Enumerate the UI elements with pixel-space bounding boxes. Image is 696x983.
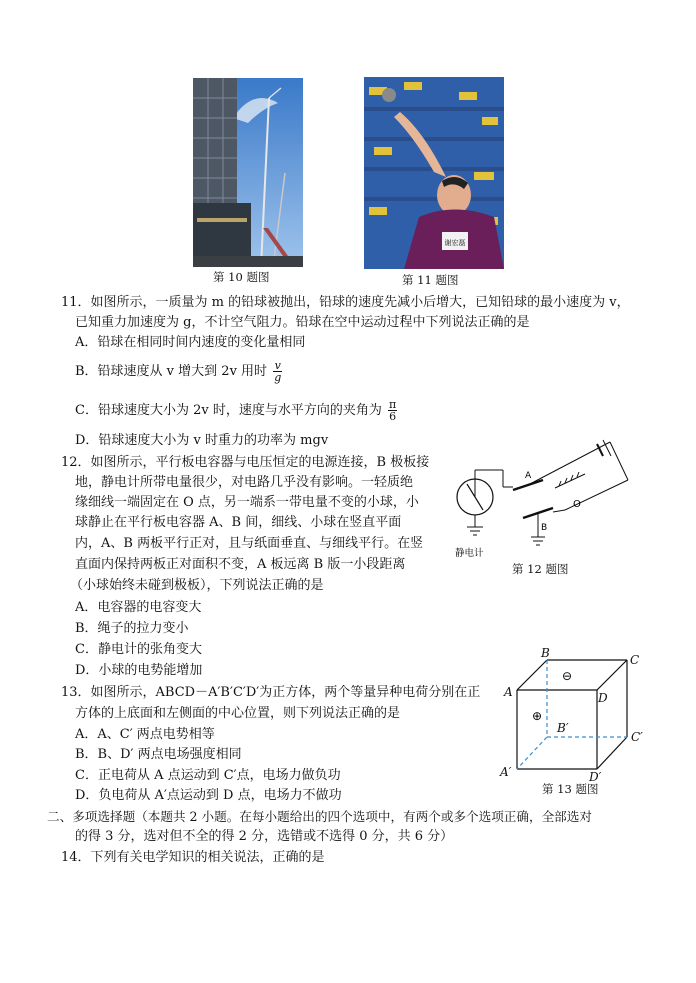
vertex-b-label: B xyxy=(541,646,550,660)
q13-stem-line2: 方体的上底面和左侧面的中心位置，则下列说法正确的是 xyxy=(75,706,401,721)
q12-stem-line5: 内，A、B 两板平行正对，且与纸面垂直、与细线平行。在竖 xyxy=(75,536,424,551)
figure-11-caption: 第 11 题图 xyxy=(402,273,459,287)
plate-b-label: B xyxy=(541,523,548,533)
q11-option-a: A．铅球在相同时间内速度的变化量相同 xyxy=(75,335,306,350)
q12-option-d: D．小球的电势能增加 xyxy=(75,663,203,678)
figure-13-cube-diagram xyxy=(495,644,655,784)
q11-option-b xyxy=(75,359,284,385)
point-o-label: O xyxy=(573,499,581,510)
plate-a-label: A xyxy=(525,471,532,481)
q11-option-c-fraction xyxy=(388,399,397,422)
fraction-denominator: 6 xyxy=(389,410,397,423)
vertex-b-prime-label: B′ xyxy=(557,721,569,735)
building-crane-image xyxy=(193,78,303,267)
figure-12-caption: 第 12 题图 xyxy=(512,562,569,576)
q12-stem-line7: （小球始终未碰到极板），下列说法正确的是 xyxy=(70,578,324,593)
q13-stem-line1-text: 13．如图所示，ABCD－A′B′C′D′为正方体，两个等量异种电荷分别在正 xyxy=(61,685,481,700)
q13-option-a: A．A、C′ 两点电势相等 xyxy=(75,727,215,742)
q14-stem: 14．下列有关电学知识的相关说法，正确的是 xyxy=(61,850,325,865)
q13-stem-line1 xyxy=(61,684,480,702)
q11-option-d: D．铅球速度大小为 v 时重力的功率为 mgv xyxy=(75,433,329,448)
q12-option-a: A．电容器的电容变大 xyxy=(75,600,202,615)
q12-option-b: B．绳子的拉力变小 xyxy=(75,621,189,636)
vertex-c-label: C xyxy=(630,653,640,667)
q13-option-d: D．负电荷从 A′点运动到 D 点，电场力不做功 xyxy=(75,788,342,803)
electrometer-label: 静电计 xyxy=(455,548,484,559)
q11-stem-line2: 已知重力加速度为 g，不计空气阻力。铅球在空中运动过程中下列说法正确的是 xyxy=(75,315,530,330)
q11-option-c xyxy=(75,398,399,424)
q11-option-b-text: B．铅球速度从 v 增大到 2v 用时 xyxy=(75,364,268,379)
fraction-denominator: g xyxy=(274,371,282,384)
q13-option-b: B．B、D′ 两点电场强度相同 xyxy=(75,747,242,762)
figure-13-caption: 第 13 题图 xyxy=(542,782,599,796)
vertex-d-prime-label: D′ xyxy=(589,770,602,784)
shot-put-athlete-image xyxy=(364,77,504,269)
q13-option-c: C．正电荷从 A 点运动到 C′点，电场力做负功 xyxy=(75,768,341,783)
positive-charge-icon: ⊕ xyxy=(531,709,543,723)
q11-option-b-fraction xyxy=(273,360,282,383)
figure-12-capacitor-diagram xyxy=(445,432,635,562)
figure-11-photo xyxy=(364,77,504,269)
negative-charge-icon: ⊖ xyxy=(561,669,573,683)
q12-stem-line6: 直面内保持两板正对面积不变，A 板远离 B 版一小段距离 xyxy=(75,557,406,572)
athlete-bib: 谢宏磊 xyxy=(444,239,466,247)
figure-10-caption: 第 10 题图 xyxy=(213,270,270,284)
q12-stem-line1: 12．如图所示，平行板电容器与电压恒定的电源连接，B 极板接 xyxy=(61,455,430,470)
vertex-a-prime-label: A′ xyxy=(500,765,512,779)
q12-stem-line4: 球静止在平行板电容器 A、B 间，细线、小球在竖直平面 xyxy=(75,515,402,530)
fraction-numerator: v xyxy=(274,359,281,372)
vertex-a-label: A xyxy=(504,685,513,699)
figure-10-photo xyxy=(193,78,303,267)
section-2-heading-line1: 二、多项选择题（本题共 2 小题。在每小题给出的四个选项中，有两个或多个选项正确，全部选对 xyxy=(47,809,592,824)
q11-stem-line1: 11．如图所示，一质量为 m 的铅球被抛出，铅球的速度先减小后增大，已知铅球的最小速度为 v， xyxy=(61,295,630,310)
vertex-c-prime-label: C′ xyxy=(631,730,643,744)
q12-stem-line3: 缘细线一端固定在 O 点，另一端系一带电量不变的小球，小 xyxy=(75,495,419,510)
q11-option-c-text: C．铅球速度大小为 2v 时，速度与水平方向的夹角为 xyxy=(75,403,382,418)
vertex-d-label: D xyxy=(598,691,608,705)
q12-stem-line2: 地，静电计所带电量很少，对电路几乎没有影响。一轻质绝 xyxy=(75,475,414,490)
section-2-heading-line2: 的得 3 分，选对但不全的得 2 分，选错或不选得 0 分，共 6 分） xyxy=(75,829,454,844)
q12-option-c: C．静电计的张角变大 xyxy=(75,642,202,657)
fraction-numerator: π xyxy=(388,398,397,411)
